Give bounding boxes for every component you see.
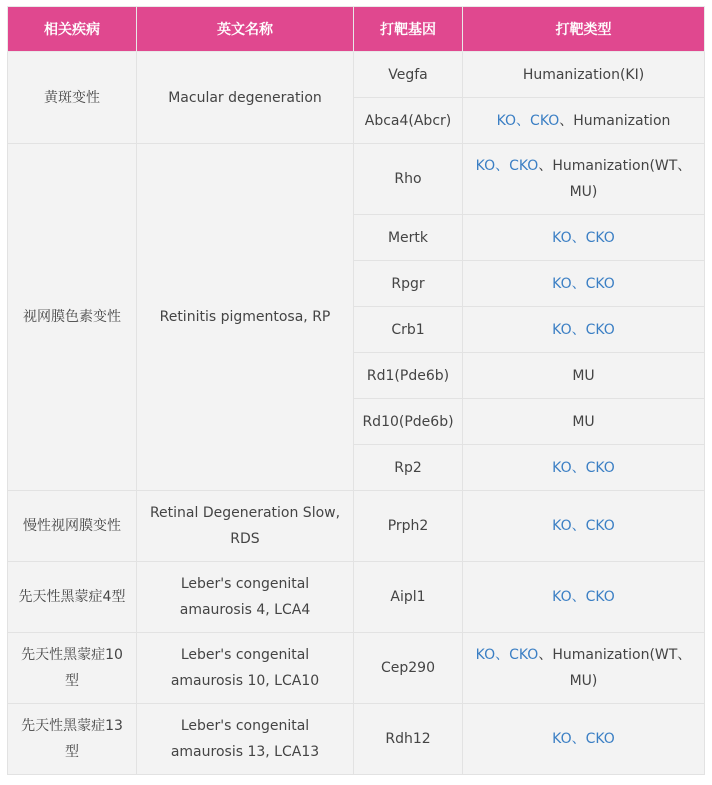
target-type-link[interactable]: KO、CKO [552, 731, 615, 747]
disease-cell: 先天性黑蒙症13型 [8, 704, 137, 775]
table-body [8, 52, 705, 775]
disease-cell: 先天性黑蒙症10型 [8, 633, 137, 704]
target-type-link[interactable]: KO、CKO [552, 229, 615, 246]
disease-cell: 黄斑变性 [8, 52, 137, 144]
target-type-link[interactable]: KO、CKO [552, 518, 615, 534]
disease-model-table [7, 6, 705, 775]
target-type-link[interactable]: KO、CKO [552, 321, 615, 338]
gene-cell: Rd1(Pde6b) [354, 353, 463, 399]
gene-cell: Crb1 [354, 307, 463, 353]
header-target-type: 打靶类型 [463, 7, 705, 52]
target-type-text: Humanization(KI) [522, 66, 645, 83]
target-type-link[interactable]: KO、CKO [552, 275, 615, 292]
target-type-cell [463, 633, 705, 704]
header-english-name: 英文名称 [137, 7, 354, 52]
target-type-cell [463, 562, 705, 633]
gene-cell: Mertk [354, 215, 463, 261]
english-name-cell: Leber's congenital amaurosis 10, LCA10 [137, 633, 354, 704]
gene-cell: Rp2 [354, 445, 463, 491]
target-type-cell [463, 445, 705, 491]
header-disease: 相关疾病 [8, 7, 137, 52]
english-name-cell: Leber's congenital amaurosis 4, LCA4 [137, 562, 354, 633]
disease-cell: 慢性视网膜变性 [8, 491, 137, 562]
table-row [8, 144, 705, 215]
table-row [8, 491, 705, 562]
gene-cell: Rd10(Pde6b) [354, 399, 463, 445]
gene-cell: Abca4(Abcr) [354, 98, 463, 144]
english-name-cell: Leber's congenital amaurosis 13, LCA13 [137, 704, 354, 775]
gene-cell: Aipl1 [354, 562, 463, 633]
target-type-cell [463, 491, 705, 562]
target-type-cell [463, 307, 705, 353]
gene-cell: Vegfa [354, 52, 463, 98]
target-type-cell [463, 52, 705, 98]
target-type-link[interactable]: KO、CKO [496, 112, 560, 129]
english-name-cell: Retinitis pigmentosa, RP [137, 144, 354, 491]
disease-cell: 先天性黑蒙症4型 [8, 562, 137, 633]
target-type-link[interactable]: KO、CKO [552, 589, 615, 605]
english-name-cell: Retinal Degeneration Slow, RDS [137, 491, 354, 562]
target-type-text: 、Humanization [559, 112, 671, 129]
table-row [8, 52, 705, 98]
table-row [8, 562, 705, 633]
target-type-cell [463, 261, 705, 307]
target-type-link[interactable]: KO、CKO [552, 459, 615, 476]
gene-cell: Cep290 [354, 633, 463, 704]
gene-cell: Rpgr [354, 261, 463, 307]
target-type-cell [463, 353, 705, 399]
gene-cell: Prph2 [354, 491, 463, 562]
disease-cell: 视网膜色素变性 [8, 144, 137, 491]
target-type-cell [463, 704, 705, 775]
table-row [8, 704, 705, 775]
target-type-cell [463, 144, 705, 215]
header-target-gene: 打靶基因 [354, 7, 463, 52]
english-name-cell: Macular degeneration [137, 52, 354, 144]
gene-cell: Rho [354, 144, 463, 215]
target-type-link[interactable]: KO、CKO [475, 158, 539, 174]
table-row [8, 633, 705, 704]
gene-cell: Rdh12 [354, 704, 463, 775]
target-type-text: 、Humanization(WT、MU) [538, 158, 692, 200]
target-type-cell [463, 98, 705, 144]
table-header-row [8, 7, 705, 52]
target-type-text: MU [572, 367, 595, 384]
target-type-text: MU [572, 413, 595, 430]
target-type-cell [463, 215, 705, 261]
target-type-cell [463, 399, 705, 445]
target-type-text: 、Humanization(WT、MU) [538, 647, 692, 689]
target-type-link[interactable]: KO、CKO [475, 647, 539, 663]
